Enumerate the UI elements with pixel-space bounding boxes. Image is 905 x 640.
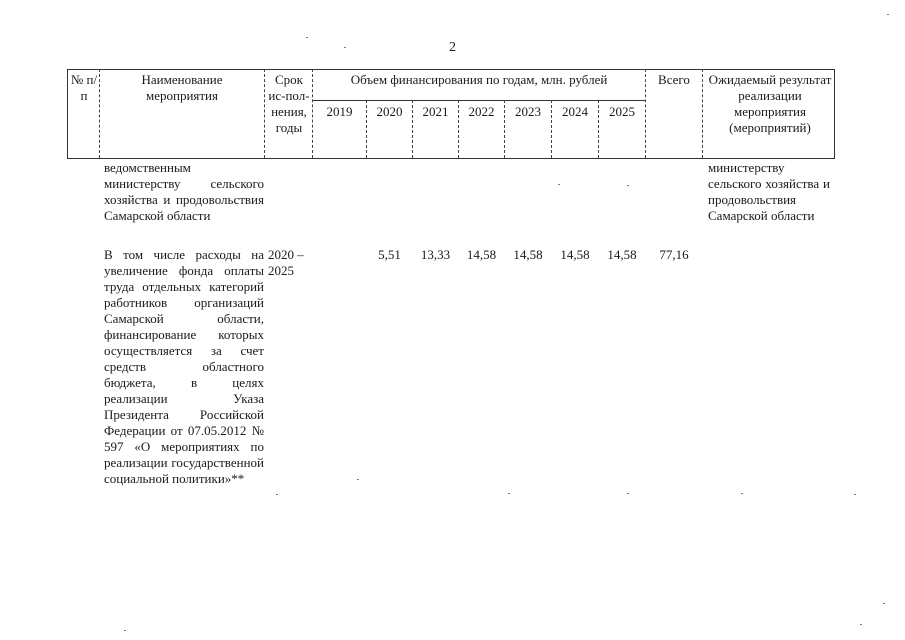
header-term: Срок ис-пол-нения, годы [268, 72, 310, 135]
year-2019: 2019 [326, 104, 353, 119]
row2-value-2022: 14,58 [466, 247, 497, 262]
year-2024: 2024 [562, 104, 588, 119]
year-2025: 2025 [609, 104, 635, 119]
year-2021: 2021 [422, 104, 449, 119]
row1-result: министерству сельского хозяйства и продовольствия Самарской области [708, 160, 830, 223]
row2-name: В том числе расходы на увеличение фонда оплаты труда отдельных категорий работников организаций Самарской области, финансирование которых осуществляется за счет средств областного бюджета, в целях реализации Указа Президента Российской Федерации от 07.05.2012 № 597 «О мероприятиях по реализации государственной социальной политики»** [104, 247, 264, 486]
header-name: Наименование мероприятия [141, 72, 223, 103]
header-num: № п/п [70, 72, 98, 103]
header-funding: Объем финансирования по годам, млн. рублей [350, 72, 608, 87]
row2-total: 77,16 [659, 247, 689, 262]
row2-value-2021: 13,33 [420, 247, 451, 262]
row1-name: ведомственным министерству сельского хозяйства и продовольствия Самарской области [104, 160, 264, 223]
year-2023: 2023 [515, 104, 541, 119]
header-total: Всего [658, 72, 690, 87]
year-2022: 2022 [468, 104, 495, 119]
row2-value-2023: 14,58 [513, 247, 543, 262]
row2-value-2024: 14,58 [560, 247, 590, 262]
row2-value-2025: 14,58 [607, 247, 637, 262]
page-number: 2 [449, 40, 456, 55]
year-2020: 2020 [376, 104, 403, 119]
header-result: Ожидаемый результат реализации мероприятия (мероприятий) [708, 72, 832, 135]
row2-value-2020: 5,51 [378, 247, 401, 262]
row2-term: 2020 – 2025 [268, 247, 304, 278]
